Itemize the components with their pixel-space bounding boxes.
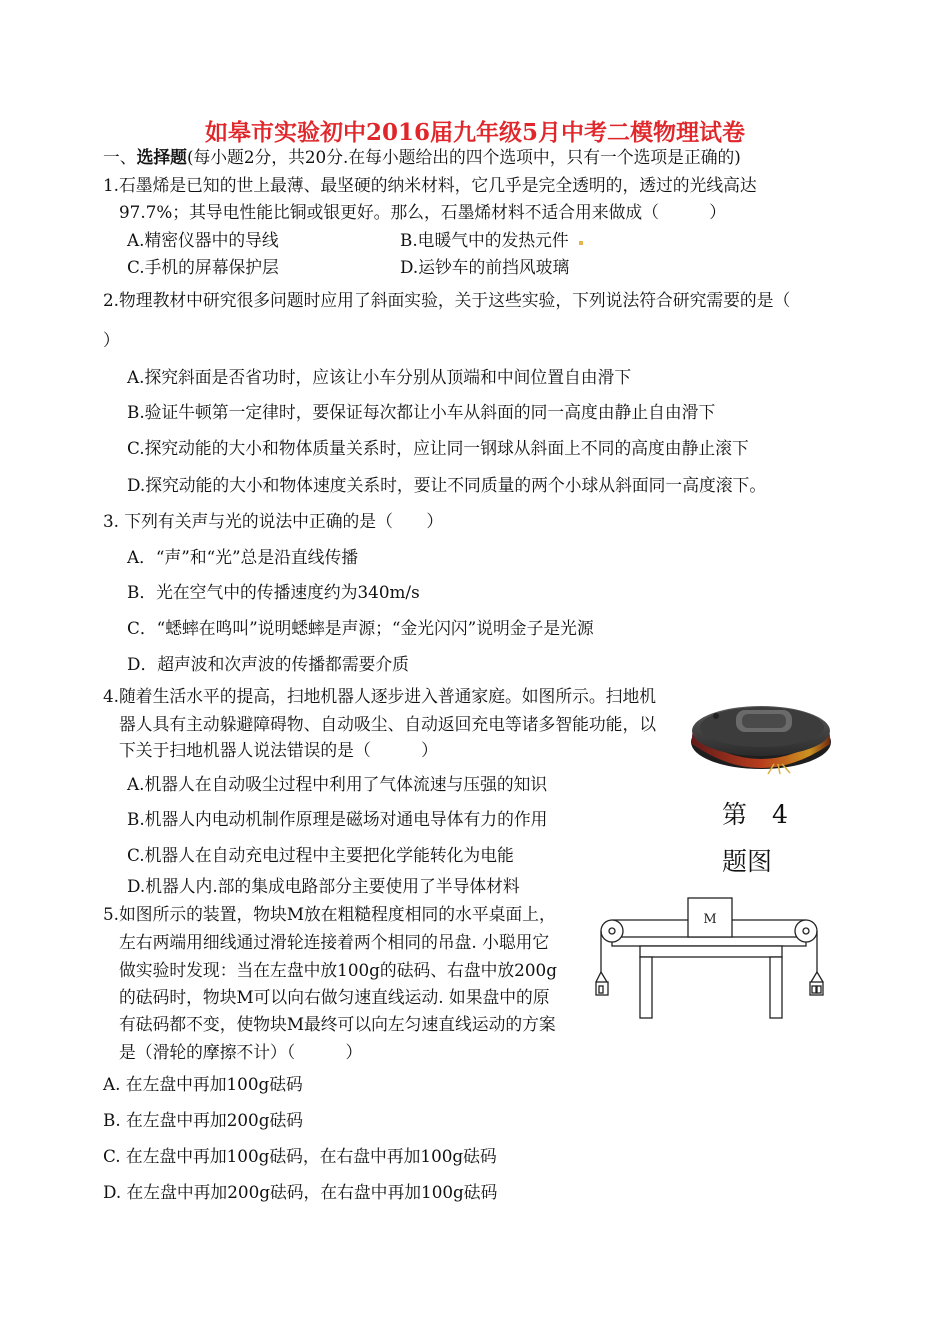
q1-option-d: D.运钞车的前挡风玻璃 — [400, 257, 570, 277]
section-number: 一、 — [103, 147, 137, 167]
q1-stem-line-2: 97.7%；其导电性能比铜或银更好。那么，石墨烯材料不适合用来做成（ ） — [119, 202, 727, 222]
q5-option-c: C. 在左盘中再加100g砝码，在右盘中再加100g砝码 — [103, 1146, 497, 1166]
q1-option-a: A.精密仪器中的导线 — [127, 230, 279, 250]
q4-option-d: D.机器人内.部的集成电路部分主要使用了半导体材料 — [127, 876, 520, 896]
q2-option-b: B.验证牛顿第一定律时，要保证每次都让小车从斜面的同一高度由静止自由滑下 — [127, 402, 716, 422]
q3-stem-line-1: 3. 下列有关声与光的说法中正确的是（ ） — [103, 511, 444, 531]
q5-stem-line-5: 有砝码都不变，使物块M最终可以向左匀速直线运动的方案 — [119, 1014, 556, 1034]
q5-option-b: B. 在左盘中再加200g砝码 — [103, 1110, 304, 1130]
q5-stem-line-1: 5.如图所示的装置，物块M放在粗糙程度相同的水平桌面上， — [103, 904, 556, 924]
q2-option-d: D.探究动能的大小和物体速度关系时，要让不同质量的两个小球从斜面同一高度滚下。 — [127, 475, 767, 495]
q5-stem-line-2: 左右两端用细线通过滑轮连接着两个相同的吊盘. 小聪用它 — [119, 932, 550, 952]
q4-option-a: A.机器人在自动吸尘过程中利用了气体流速与压强的知识 — [127, 774, 548, 794]
section-note: (每小题2分，共20分.在每小题给出的四个选项中，只有一个选项是正确的) — [186, 147, 741, 167]
pulley-table-figure — [596, 888, 824, 1026]
q4-option-b: B.机器人内电动机制作原理是磁场对通电导体有力的作用 — [127, 809, 548, 829]
q4-caption-line-1: 第 4 — [722, 800, 788, 829]
q3-option-d: D．超声波和次声波的传播都需要介质 — [127, 654, 409, 674]
q1-stem-line-1: 1.石墨烯是已知的世上最薄、最坚硬的纳米材料，它几乎是完全透明的，透过的光线高达 — [103, 175, 757, 195]
q3-option-c: C．“蟋蟀在鸣叫”说明蟋蟀是声源；“金光闪闪”说明金子是光源 — [127, 618, 594, 638]
robot-vacuum-figure — [688, 694, 834, 776]
q5-stem-line-3: 做实验时发现：当在左盘中放100g的砝码、右盘中放200g — [119, 960, 557, 980]
stray-mark — [579, 241, 583, 245]
q2-option-c: C.探究动能的大小和物体质量关系时，应让同一钢球从斜面上不同的高度由静止滚下 — [127, 438, 749, 458]
section-name: 选择题 — [136, 147, 187, 167]
q4-stem-line-3: 下关于扫地机器人说法错误的是（ ） — [119, 740, 438, 760]
q4-option-c: C.机器人在自动充电过程中主要把化学能转化为电能 — [127, 845, 514, 865]
block-m-label: M — [703, 912, 717, 927]
q4-caption-line-2: 题图 — [722, 847, 773, 876]
q5-option-a: A. 在左盘中再加100g砝码 — [103, 1074, 303, 1094]
q2-stem-line-1: 2.物理教材中研究很多问题时应用了斜面实验，关于这些实验，下列说法符合研究需要的是（ — [103, 290, 791, 310]
q4-stem-line-1: 4.随着生活水平的提高，扫地机器人逐步进入普通家庭。如图所示。扫地机 — [103, 686, 657, 706]
q2-stem-line-2: ） — [103, 330, 120, 350]
q4-stem-line-2: 器人具有主动躲避障碍物、自动吸尘、自动返回充电等诸多智能功能，以 — [119, 714, 657, 734]
q2-option-a: A.探究斜面是否省功时，应该让小车分别从顶端和中间位置自由滑下 — [127, 367, 632, 387]
q5-option-d: D. 在左盘中再加200g砝码，在右盘中再加100g砝码 — [103, 1182, 498, 1202]
q3-option-b: B．光在空气中的传播速度约为340m/s — [127, 582, 420, 602]
q1-option-c: C.手机的屏幕保护层 — [127, 257, 279, 277]
section-header — [103, 146, 741, 168]
q5-stem-line-6: 是（滑轮的摩擦不计）（ ） — [119, 1042, 363, 1062]
q5-stem-line-4: 的砝码时，物块M可以向右做匀速直线运动. 如果盘中的原 — [119, 987, 550, 1007]
exam-title: 如皋市实验初中2016届九年级5月中考二模物理试卷 — [204, 119, 746, 146]
q3-option-a: A．“声”和“光”总是沿直线传播 — [127, 547, 359, 567]
q1-option-b: B.电暖气中的发热元件 — [400, 230, 569, 250]
